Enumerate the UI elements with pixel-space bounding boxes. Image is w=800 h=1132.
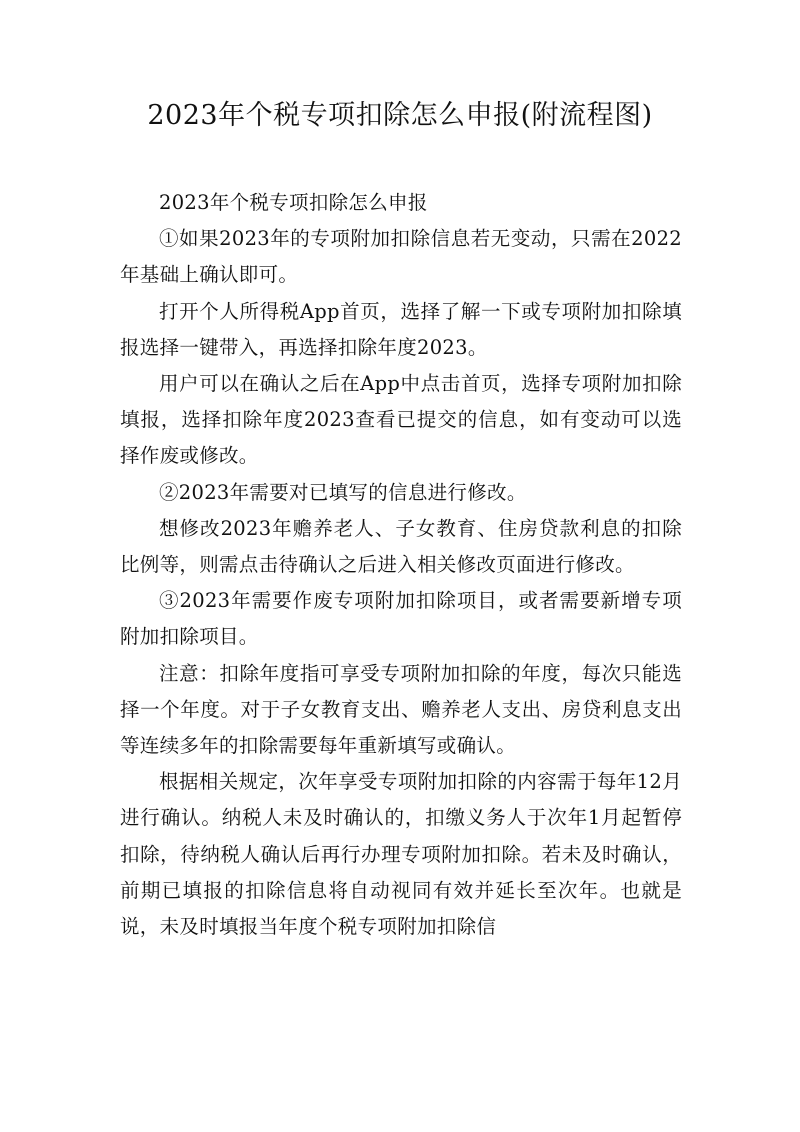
- paragraph-4: ②2023年需要对已填写的信息进行修改。: [159, 480, 527, 504]
- paragraph-subheading: 2023年个税专项扣除怎么申报: [159, 191, 428, 214]
- paragraph-2: 打开个人所得税App首页，选择了解一下或专项附加扣除填报选择一键带入，再选择扣除年度2023。: [120, 299, 682, 359]
- document-title: 2023年个税专项扣除怎么申报(附流程图): [147, 100, 653, 131]
- paragraph-3: 用户可以在确认之后在App中点击首页，选择专项附加扣除填报，选择扣除年度2023查看已提交的信息，如有变动可以选择作废或修改。: [120, 372, 682, 468]
- paragraph-8: 根据相关规定，次年享受专项附加扣除的内容需于每年12月进行确认。纳税人未及时确认的，扣缴义务人于次年1月起暂停扣除，待纳税人确认后再行办理专项附加扣除。若未及时确认，前期已填报的扣除信息将自动视同有效并延长至次年。也就是说，未及时填报当年度个税专项附加扣除信: [120, 770, 682, 939]
- paragraph-6: ③2023年需要作废专项附加扣除项目，或者需要新增专项附加扣除项目。: [120, 589, 682, 649]
- paragraph-7: 注意：扣除年度指可享受专项附加扣除的年度，每次只能选择一个年度。对于子女教育支出、赡养老人支出、房贷利息支出等连续多年的扣除需要每年重新填写或确认。: [120, 661, 682, 758]
- document-body: [120, 185, 682, 945]
- paragraph-1: ①如果2023年的专项附加扣除信息若无变动，只需在2022年基础上确认即可。: [120, 227, 682, 287]
- paragraph-5: 想修改2023年赡养老人、子女教育、住房贷款利息的扣除比例等，则需点击待确认之后进入相关修改页面进行修改。: [120, 516, 682, 577]
